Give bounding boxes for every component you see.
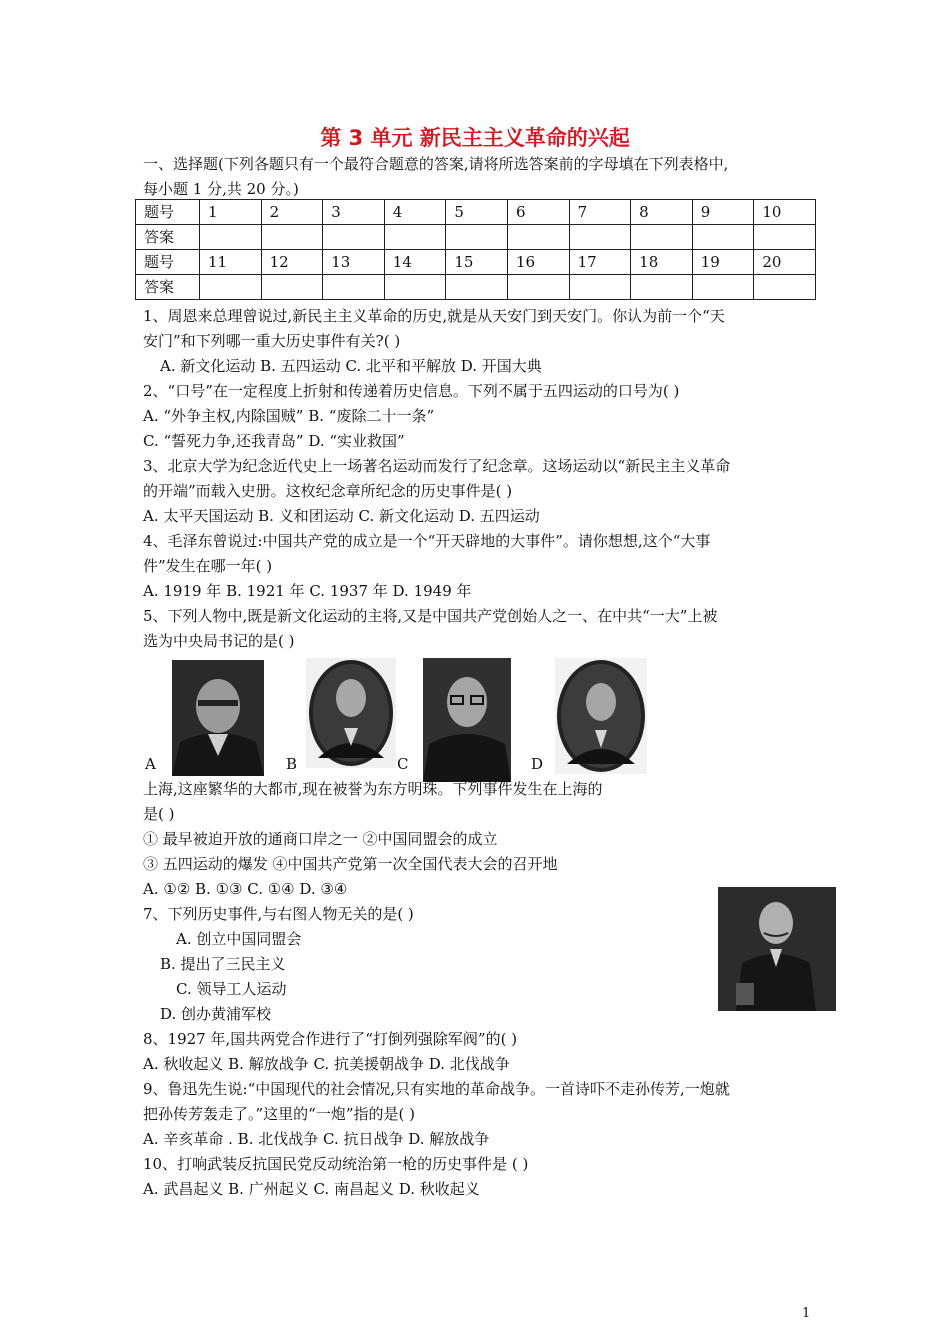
table-cell: 13 <box>323 250 385 275</box>
portrait-photo-right <box>718 887 836 1011</box>
answer-cell[interactable] <box>323 225 385 250</box>
answer-cell[interactable] <box>692 275 754 300</box>
q5-option-label-a: A <box>145 755 156 773</box>
portrait-photo-d <box>555 658 647 774</box>
q5-option-label-d: D <box>531 755 544 773</box>
table-cell: 15 <box>446 250 508 275</box>
q6-options: A. ①② B. ①③ C. ①④ D. ③④ <box>143 880 348 898</box>
q7-stem: 7、下列历史事件,与右图人物无关的是( ) <box>143 905 414 923</box>
q6-stem-line-1: 上海,这座繁华的大都市,现在被誉为东方明珠。下列事件发生在上海的 <box>143 780 603 798</box>
table-cell: 3 <box>323 200 385 225</box>
table-cell: 19 <box>692 250 754 275</box>
instructions-line-1: 一、选择题(下列各题只有一个最符合题意的答案,请将所选答案前的字母填在下列表格中, <box>143 155 729 173</box>
q6-stem-line-2: 是( ) <box>143 805 175 823</box>
q9-stem-line-2: 把孙传芳轰走了。”这里的“一炮”指的是( ) <box>143 1105 415 1123</box>
table-cell: 8 <box>631 200 693 225</box>
q4-stem-line-1: 4、毛泽东曾说过:中国共产党的成立是一个“开天辟地的大事件”。请你想想,这个“大事 <box>143 532 711 550</box>
q1-stem-line-2: 安门”和下列哪一重大历史事件有关?( ) <box>143 332 401 350</box>
q5-option-label-b: B <box>286 755 298 773</box>
q8-stem: 8、1927 年,国共两党合作进行了“打倒列强除军阀”的( ) <box>143 1030 518 1048</box>
table-cell: 18 <box>631 250 693 275</box>
table-cell: 11 <box>200 250 262 275</box>
answer-cell[interactable] <box>384 225 446 250</box>
q10-stem: 10、打响武装反抗国民党反动统治第一枪的历史事件是 ( ) <box>143 1155 529 1173</box>
q2-options-line-1: A. “外争主权,内除国贼” B. “废除二十一条” <box>143 407 435 425</box>
answer-cell[interactable] <box>200 225 262 250</box>
answer-cell[interactable] <box>384 275 446 300</box>
q1-stem-line-1: 1、周恩来总理曾说过,新民主主义革命的历史,就是从天安门到天安门。你认为前一个“天 <box>143 307 725 325</box>
page-number: 1 <box>802 1306 811 1321</box>
table-cell: 4 <box>384 200 446 225</box>
q7-option-b: B. 提出了三民主义 <box>160 955 286 973</box>
q10-options: A. 武昌起义 B. 广州起义 C. 南昌起义 D. 秋收起义 <box>143 1180 480 1198</box>
q5-stem-line-1: 5、下列人物中,既是新文化运动的主将,又是中国共产党创始人之一、在中共“一大”上被 <box>143 607 718 625</box>
q1-options: A. 新文化运动 B. 五四运动 C. 北平和平解放 D. 开国大典 <box>160 357 542 375</box>
table-row <box>136 250 816 275</box>
table-cell: 12 <box>261 250 323 275</box>
answer-cell[interactable] <box>507 275 569 300</box>
table-row <box>136 275 816 300</box>
q2-options-line-2: C. “誓死力争,还我青岛” D. “实业救国” <box>143 432 405 450</box>
table-cell: 题号 <box>136 200 200 225</box>
answer-cell[interactable] <box>754 225 816 250</box>
q9-options: A. 辛亥革命 . B. 北伐战争 C. 抗日战争 D. 解放战争 <box>143 1130 490 1148</box>
table-row <box>136 200 816 225</box>
answer-cell[interactable] <box>569 225 631 250</box>
answer-cell[interactable] <box>754 275 816 300</box>
table-row <box>136 225 816 250</box>
table-cell: 6 <box>507 200 569 225</box>
q6-statements-line-2: ③ 五四运动的爆发 ④中国共产党第一次全国代表大会的召开地 <box>143 855 558 873</box>
answer-cell[interactable] <box>446 275 508 300</box>
table-cell: 5 <box>446 200 508 225</box>
table-cell: 2 <box>261 200 323 225</box>
q6-statements-line-1: ① 最早被迫开放的通商口岸之一 ②中国同盟会的成立 <box>143 830 498 848</box>
q2-stem: 2、“口号”在一定程度上折射和传递着历史信息。下列不属于五四运动的口号为( ) <box>143 382 680 400</box>
answer-cell[interactable] <box>261 275 323 300</box>
table-cell: 16 <box>507 250 569 275</box>
table-cell: 答案 <box>136 275 200 300</box>
answer-cell[interactable] <box>507 225 569 250</box>
portrait-photo-c <box>423 658 511 782</box>
portrait-photo-a <box>172 660 264 776</box>
q4-stem-line-2: 件”发生在哪一年( ) <box>143 557 273 575</box>
table-cell: 题号 <box>136 250 200 275</box>
q5-option-label-c: C <box>397 755 409 773</box>
instructions-line-2: 每小题 1 分,共 20 分。) <box>143 180 299 198</box>
answer-cell[interactable] <box>631 225 693 250</box>
table-cell: 9 <box>692 200 754 225</box>
q5-stem-line-2: 选为中央局书记的是( ) <box>143 632 295 650</box>
table-cell: 14 <box>384 250 446 275</box>
portrait-photo-b <box>306 658 396 768</box>
q7-option-d: D. 创办黄浦军校 <box>160 1005 272 1023</box>
table-cell: 答案 <box>136 225 200 250</box>
answer-cell[interactable] <box>261 225 323 250</box>
q9-stem-line-1: 9、鲁迅先生说:“中国现代的社会情况,只有实地的革命战争。一首诗吓不走孙传芳,一炮就 <box>143 1080 730 1098</box>
q7-option-a: A. 创立中国同盟会 <box>176 930 302 948</box>
table-cell: 1 <box>200 200 262 225</box>
table-cell: 10 <box>754 200 816 225</box>
table-cell: 20 <box>754 250 816 275</box>
q4-options: A. 1919 年 B. 1921 年 C. 1937 年 D. 1949 年 <box>143 582 472 600</box>
q8-options: A. 秋收起义 B. 解放战争 C. 抗美援朝战争 D. 北伐战争 <box>143 1055 510 1073</box>
q3-stem-line-2: 的开端”而载入史册。这枚纪念章所纪念的历史事件是( ) <box>143 482 513 500</box>
answer-cell[interactable] <box>569 275 631 300</box>
q3-options: A. 太平天国运动 B. 义和团运动 C. 新文化运动 D. 五四运动 <box>143 507 540 525</box>
q3-stem-line-1: 3、北京大学为纪念近代史上一场著名运动而发行了纪念章。这场运动以“新民主主义革命 <box>143 457 731 475</box>
table-cell: 7 <box>569 200 631 225</box>
table-cell: 17 <box>569 250 631 275</box>
page-title: 第 3 单元 新民主主义革命的兴起 <box>320 126 630 150</box>
answer-cell[interactable] <box>323 275 385 300</box>
answer-cell[interactable] <box>631 275 693 300</box>
answer-cell[interactable] <box>446 225 508 250</box>
answer-cell[interactable] <box>200 275 262 300</box>
answer-table <box>135 199 816 300</box>
answer-cell[interactable] <box>692 225 754 250</box>
q7-option-c: C. 领导工人运动 <box>176 980 287 998</box>
